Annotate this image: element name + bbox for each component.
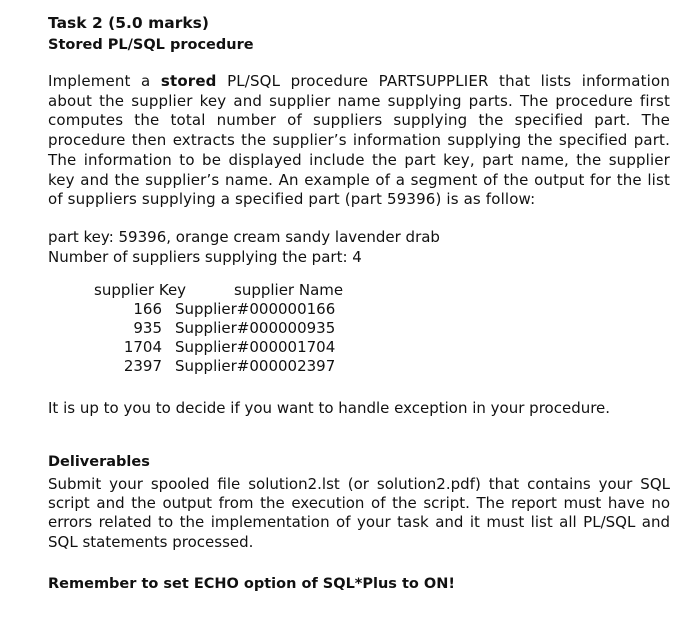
assignment-page (48, 12, 670, 594)
exception-note: It is up to you to decide if you want to handle exception in your procedure. (48, 398, 611, 417)
description-bold-word: stored (160, 72, 217, 90)
supplier-key-cell: 935 (133, 318, 162, 337)
echo-reminder: Remember to set ECHO option of SQL*Plus to ON! (48, 575, 456, 592)
table-row (94, 300, 670, 319)
part-key-line: part key: 59396, orange cream sandy lavender drab (48, 227, 440, 246)
supplier-name-cell: Supplier#000002397 (175, 356, 336, 375)
table-row (94, 338, 670, 357)
supplier-table (94, 281, 670, 376)
description-intro: Implement a (48, 72, 161, 90)
supplier-key-cell: 2397 (123, 356, 162, 375)
deliverables-text: Submit your spooled file solution2.lst (or solution2.pdf) that contains your SQL script and the output from the execution of the script. The report must have no errors related to the implementation of your task and it must list all PL/SQL and SQL statements processed. (48, 474, 670, 551)
supplier-name-header: supplier Name (234, 280, 344, 299)
deliverables-heading: Deliverables (48, 453, 150, 470)
supplier-name-cell: Supplier#000000166 (175, 299, 336, 318)
table-row (94, 357, 670, 376)
supplier-name-cell: Supplier#000001704 (175, 337, 336, 356)
supplier-key-cell: 166 (133, 299, 162, 318)
supplier-count-line: Number of suppliers supplying the part: 4 (48, 247, 362, 266)
description-body: PL/SQL procedure PARTSUPPLIER that lists information about the supplier key and supplier name supplying parts. The procedure first computes the total number of suppliers supplying the specified part. The procedure then extracts the supplier’s information supplying the specified part. The information to be displayed include the part key, part name, the supplier key and the supplier’s name. An example of a segment of the output for the list of suppliers supplying a specified part (part 59396) is as follow: (48, 72, 670, 209)
table-row (94, 319, 670, 338)
task-description (48, 72, 670, 210)
supplier-name-cell: Supplier#000000935 (175, 318, 336, 337)
supplier-key-cell: 1704 (123, 337, 162, 356)
sample-output-summary (48, 227, 670, 267)
task-subtitle: Stored PL/SQL procedure (48, 37, 254, 53)
supplier-table-header (94, 281, 670, 300)
task-title: Task 2 (5.0 marks) (48, 14, 209, 32)
supplier-key-header: supplier Key (94, 280, 187, 299)
